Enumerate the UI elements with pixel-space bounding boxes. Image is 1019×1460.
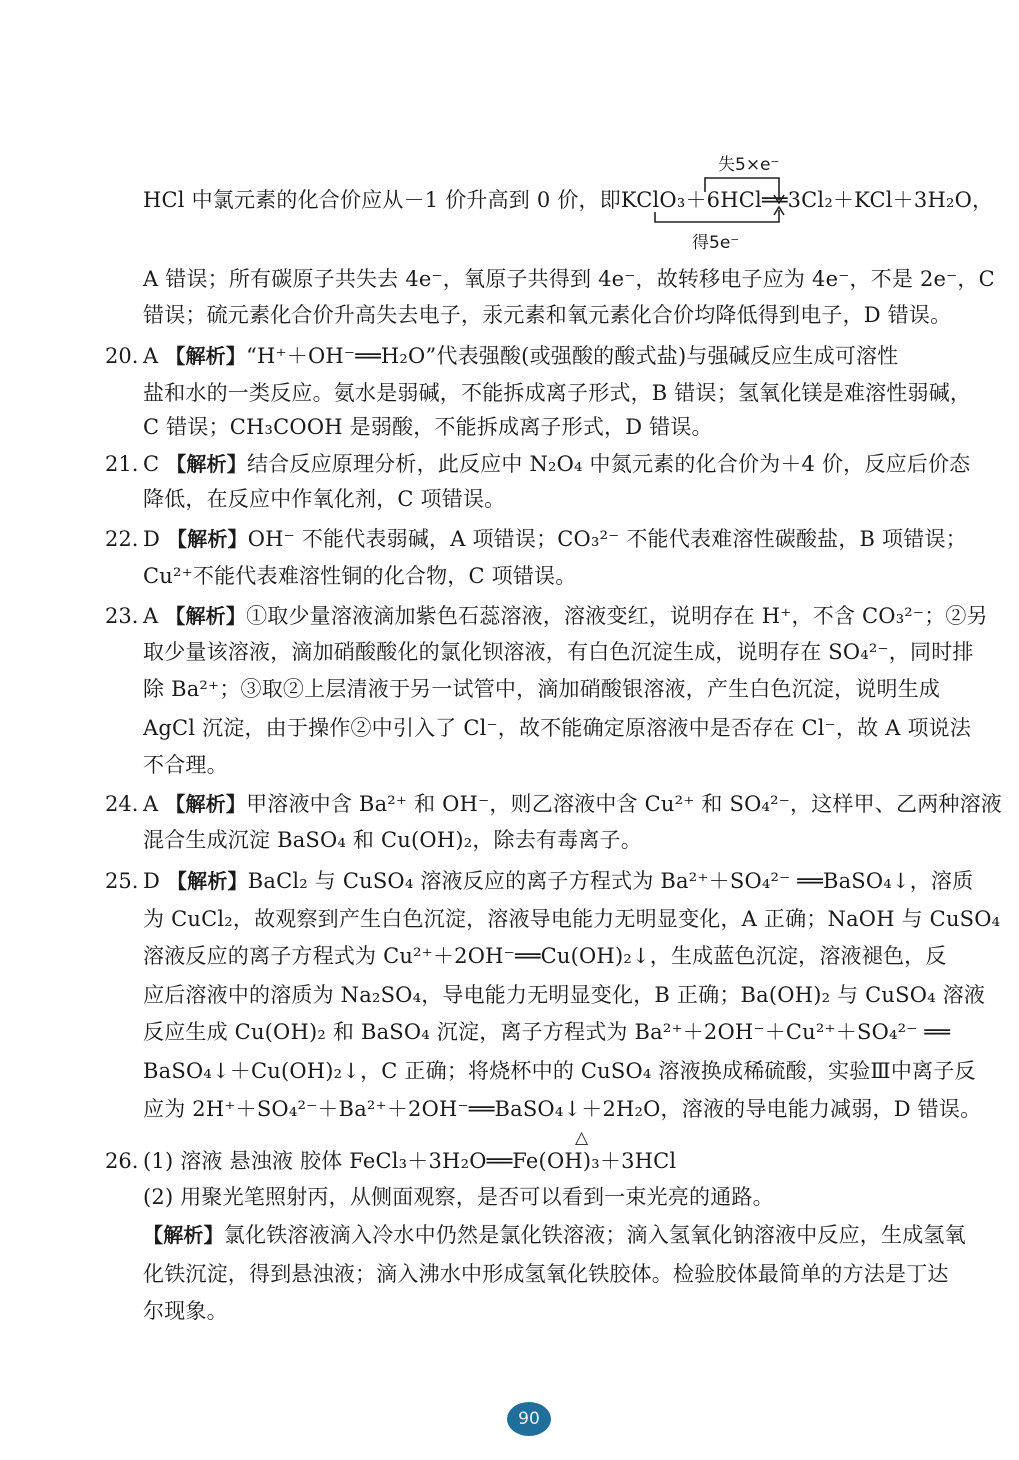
item-number: 25. bbox=[105, 869, 139, 893]
item-number: 22. bbox=[105, 527, 139, 551]
item-number: 23. bbox=[105, 604, 139, 628]
analysis-tag: 【解析】 bbox=[166, 527, 248, 551]
item-25-line-4: 应后溶液中的溶质为 Na₂SO₄，导电能力无明显变化，B 正确；Ba(OH)₂ 与 CuSO₄ 溶液 bbox=[143, 983, 986, 1007]
item-25-line-3: 溶液反应的离子方程式为 Cu²⁺＋2OH⁻══Cu(OH)₂↓，生成蓝色沉淀，溶液褪色，反 bbox=[143, 944, 947, 968]
continuation-line-1: HCl 中氯元素的化合价应从－1 价升高到 0 价，即KClO₃＋6HCl══3Cl₂＋KCl＋3H₂O， bbox=[143, 188, 994, 212]
item-25-line-5: 反应生成 Cu(OH)₂ 和 BaSO₄ 沉淀，离子方程式为 Ba²⁺＋2OH⁻＋Cu²⁺＋SO₄²⁻ ══ bbox=[143, 1020, 951, 1044]
analysis-tag: 【解析】 bbox=[166, 869, 248, 893]
item-26-line-3: 【解析】氯化铁溶液滴入冷水中仍然是氯化铁溶液；滴入氢氧化钠溶液中反应，生成氢氧 bbox=[143, 1223, 966, 1247]
item-26-line-4: 化铁沉淀，得到悬浊液；滴入沸水中形成氢氧化铁胶体。检验胶体最简单的方法是丁达 bbox=[143, 1262, 949, 1286]
item-number: 21. bbox=[105, 452, 139, 476]
item-22-line-2: Cu²⁺不能代表难溶性铜的化合物，C 项错误。 bbox=[143, 564, 577, 588]
item-23-line-5: 不合理。 bbox=[143, 753, 228, 777]
item-20-line-3: C 错误；CH₃COOH 是弱酸，不能拆成离子形式，D 错误。 bbox=[143, 415, 713, 439]
lose-electrons-label: 失5×e⁻ bbox=[718, 155, 780, 175]
item-26-line-5: 尔现象。 bbox=[143, 1299, 228, 1323]
item-23-line-4: AgCl 沉淀，由于操作②中引入了 Cl⁻，故不能确定原溶液中是否存在 Cl⁻，故 A 项说法 bbox=[143, 716, 972, 740]
continuation-line-2: A 错误；所有碳原子共失去 4e⁻，氧原子共得到 4e⁻，故转移电子应为 4e⁻，不是 2e⁻，C bbox=[143, 267, 995, 291]
page-number-badge: 90 bbox=[507, 1402, 551, 1436]
item-25-line-2: 为 CuCl₂，故观察到产生白色沉淀，溶液导电能力无明显变化，A 正确；NaOH 与 CuSO₄ bbox=[143, 907, 1001, 931]
analysis-tag: 【解析】 bbox=[165, 792, 247, 816]
item-number: 26. bbox=[105, 1149, 139, 1173]
heat-symbol: △ bbox=[575, 1128, 589, 1148]
item-21-line-1: C 【解析】结合反应原理分析，此反应中 N₂O₄ 中氮元素的化合价为＋4 价，反应后价态 bbox=[143, 452, 971, 476]
item-23-line-1: A 【解析】①取少量溶液滴加紫色石蕊溶液，溶液变红，说明存在 H⁺，不含 CO₃²⁻；②另 bbox=[143, 604, 988, 628]
analysis-tag: 【解析】 bbox=[143, 1223, 224, 1247]
item-25-line-6: BaSO₄↓＋Cu(OH)₂↓，C 正确；将烧杯中的 CuSO₄ 溶液换成稀硫酸，实验Ⅲ中离子反 bbox=[143, 1059, 976, 1083]
analysis-tag: 【解析】 bbox=[165, 344, 247, 368]
item-26-line-1: (1) 溶液 悬浊液 胶体 FeCl₃＋3H₂O══Fe(OH)₃＋3HCl bbox=[143, 1149, 677, 1173]
item-23-line-2: 取少量该溶液，滴加硝酸酸化的氯化钡溶液，有白色沉淀生成，说明存在 SO₄²⁻，同时排 bbox=[143, 640, 974, 664]
electron-transfer-arrows bbox=[0, 0, 1019, 260]
item-number: 20. bbox=[105, 344, 139, 368]
item-26-line-2: (2) 用聚光笔照射丙，从侧面观察，是否可以看到一束光亮的通路。 bbox=[143, 1185, 774, 1209]
continuation-line-3: 错误；硫元素化合价升高失去电子，汞元素和氧元素化合价均降低得到电子，D 错误。 bbox=[143, 303, 952, 327]
item-25-line-1: D 【解析】BaCl₂ 与 CuSO₄ 溶液反应的离子方程式为 Ba²⁺＋SO₄²⁻ ══BaSO₄↓，溶质 bbox=[143, 869, 974, 893]
item-24-line-2: 混合生成沉淀 BaSO₄ 和 Cu(OH)₂，除去有毒离子。 bbox=[143, 828, 642, 852]
analysis-tag: 【解析】 bbox=[166, 452, 247, 476]
item-23-line-3: 除 Ba²⁺；③取②上层清液于另一试管中，滴加硝酸银溶液，产生白色沉淀，说明生成 bbox=[143, 677, 941, 701]
item-20-line-1: A 【解析】“H⁺＋OH⁻══H₂O”代表强酸(或强酸的酸式盐)与强碱反应生成可溶性 bbox=[143, 344, 899, 368]
item-21-line-2: 降低，在反应中作氧化剂，C 项错误。 bbox=[143, 487, 506, 511]
item-25-line-7: 应为 2H⁺＋SO₄²⁻＋Ba²⁺＋2OH⁻══BaSO₄↓＋2H₂O，溶液的导电能力减弱，D 错误。 bbox=[143, 1097, 982, 1121]
item-24-line-1: A 【解析】甲溶液中含 Ba²⁺ 和 OH⁻，则乙溶液中含 Cu²⁺ 和 SO₄²⁻，这样甲、乙两种溶液 bbox=[143, 792, 1003, 816]
item-number: 24. bbox=[105, 792, 139, 816]
item-22-line-1: D 【解析】OH⁻ 不能代表弱碱，A 项错误；CO₃²⁻ 不能代表难溶性碳酸盐，B 项错误； bbox=[143, 527, 967, 551]
item-20-line-2: 盐和水的一类反应。氨水是弱碱，不能拆成离子形式，B 错误；氢氧化镁是难溶性弱碱， bbox=[143, 381, 972, 405]
gain-electrons-label: 得5e⁻ bbox=[692, 233, 740, 253]
analysis-tag: 【解析】 bbox=[165, 604, 247, 628]
